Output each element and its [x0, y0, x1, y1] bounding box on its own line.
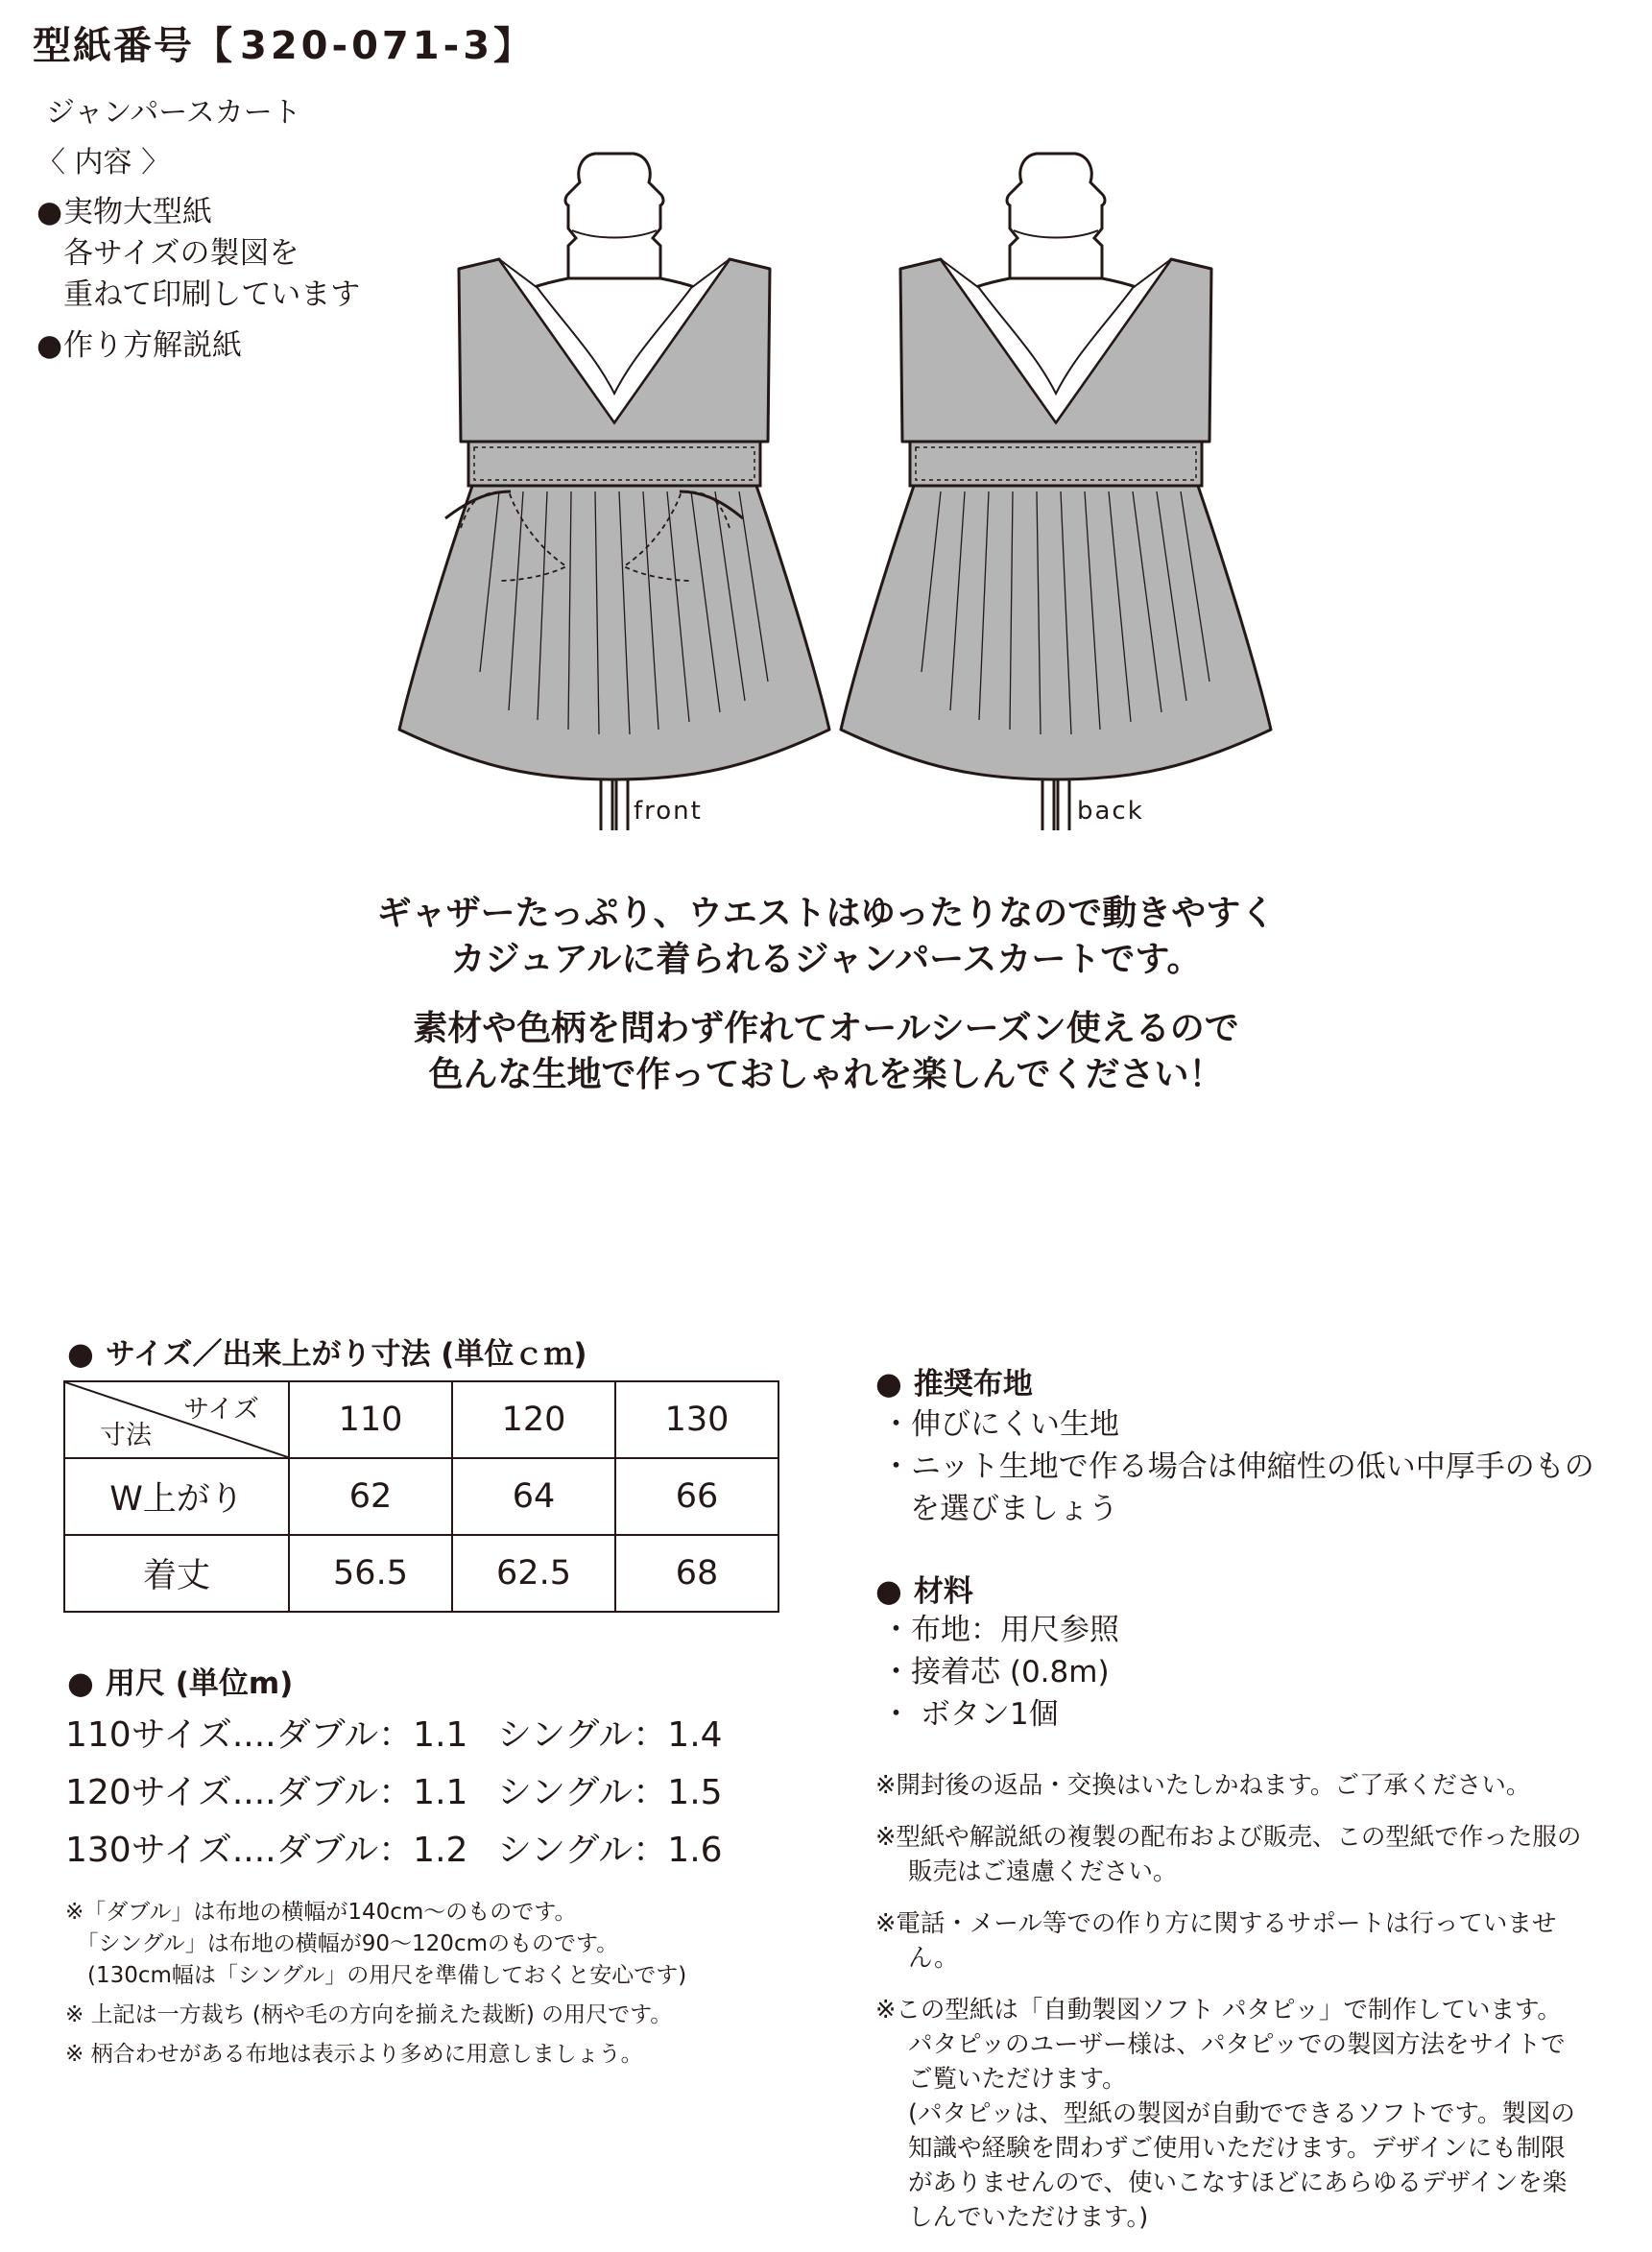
- caution-item: ※この型紙は「自動製図ソフト パタピッ」で制作しています。パタピッのユーザー様は、パタピッでの製図方法をサイトでご覧いただけます。: [875, 1996, 1566, 2094]
- row-label: W上がり: [64, 1458, 289, 1535]
- yardage-single: シングル：1.4: [497, 1715, 723, 1755]
- title-prefix: 型紙番号【: [33, 24, 234, 68]
- materials-heading: [875, 1567, 973, 1610]
- contents-list: [36, 192, 360, 376]
- contents-heading: 〈 内容 〉: [36, 146, 171, 180]
- size-header-cell: 130: [615, 1381, 778, 1458]
- back-label: back: [1077, 797, 1144, 826]
- table-cell: 62.5: [452, 1535, 615, 1612]
- description-line: カジュアルに着られるジャンパースカートです。: [450, 940, 1202, 979]
- list-item: ・接着芯 (0.8m): [881, 1655, 1110, 1689]
- table-cell: 62: [289, 1458, 452, 1535]
- materials-heading-text: 材料: [913, 1574, 973, 1609]
- contents-line: 作り方解説紙: [63, 328, 242, 363]
- yardage-double: 110サイズ....ダブル：1.1: [65, 1715, 468, 1755]
- bullet-icon: ●: [36, 195, 63, 229]
- table-cell: 66: [615, 1458, 778, 1535]
- description-line: 素材や色柄を問わず作れてオールシーズン使えるので: [413, 1009, 1239, 1048]
- bullet-icon: ●: [36, 328, 63, 363]
- recommended-fabric-heading: [875, 1359, 1033, 1402]
- yardage-heading-text: 用尺 (単位m): [105, 1666, 294, 1701]
- note-line: ※ 上記は一方裁ち (柄や毛の方向を揃えた裁断) の用尺です。: [65, 2002, 673, 2027]
- yardage-single: シングル：1.6: [497, 1831, 723, 1870]
- caution-item: (パタピッは、型紙の製図が自動でできるソフトです。製図の知識や経験を問わずご使用いただけます。デザインにも制限がありませんので、使いこなすほどにあらゆるデザインを楽しんでいただけます。): [908, 2099, 1575, 2232]
- list-item: ・伸びにくい生地: [881, 1407, 1119, 1442]
- contents-line: 重ねて印刷しています: [63, 277, 361, 312]
- pattern-number: 320-071-3: [240, 24, 494, 68]
- table-row: [64, 1381, 778, 1458]
- yardage-notes: [65, 1897, 686, 2071]
- description-line: 色んな生地で作っておしゃれを楽しんでください！: [428, 1055, 1224, 1094]
- yardage-double: 130サイズ....ダブル：1.2: [65, 1831, 468, 1870]
- description-line: ギャザーたっぷり、ウエストはゆったりなので動きやすく: [376, 894, 1276, 933]
- recommended-fabric-list: [881, 1403, 1611, 1530]
- yardage-heading: [67, 1659, 293, 1702]
- contents-line: 実物大型紙: [63, 195, 212, 229]
- table-cell: 56.5: [289, 1535, 452, 1612]
- note-line: (130cm幅は「シングル」の用尺を準備しておくと安心です): [65, 1963, 687, 1988]
- title-suffix: 】: [493, 24, 535, 68]
- recommended-fabric-heading-text: 推奨布地: [913, 1367, 1033, 1402]
- product-name: ジャンパースカート: [46, 96, 301, 130]
- note-line: ※「ダブル」は布地の横幅が140cm～のものです。: [65, 1900, 577, 1925]
- yardage-single: シングル：1.5: [497, 1773, 723, 1812]
- contents-line: 各サイズの製図を: [63, 236, 299, 271]
- table-row: [64, 1535, 778, 1612]
- garment-illustrations: [384, 134, 1286, 849]
- size-table-heading: [67, 1330, 587, 1373]
- bullet-icon: ●: [875, 1572, 902, 1609]
- caution-item: ※電話・メール等での作り方に関するサポートは行っていません。: [875, 1909, 1557, 1973]
- corner-label-size: サイズ: [183, 1395, 259, 1425]
- list-item: [65, 1707, 723, 1764]
- table-cell: 64: [452, 1458, 615, 1535]
- corner-label-measure: 寸法: [100, 1421, 152, 1450]
- contents-item: [36, 325, 360, 367]
- list-item: ・ニット生地で作る場合は伸縮性の低い中厚手のものを選びましょう: [881, 1449, 1594, 1526]
- bullet-icon: ●: [67, 1335, 94, 1372]
- description-paragraph-1: [0, 891, 1652, 983]
- caution-item: ※開封後の返品・交換はいたしかねます。ご了承ください。: [875, 1771, 1531, 1800]
- note-line: 「シングル」は布地の横幅が90～120cmのものです。: [65, 1931, 619, 1956]
- row-label: 着丈: [64, 1535, 289, 1612]
- table-row: [64, 1458, 778, 1535]
- list-item: [65, 1764, 723, 1822]
- materials-list: [881, 1609, 1119, 1736]
- cautions: [875, 1768, 1586, 2252]
- garment-drawing: [384, 134, 1286, 845]
- list-item: [65, 1822, 723, 1880]
- description-paragraph-2: [0, 1006, 1652, 1098]
- size-header-cell: 110: [289, 1381, 452, 1458]
- table-corner-cell: [64, 1381, 289, 1458]
- contents-item: [36, 192, 360, 316]
- yardage-list: [65, 1707, 723, 1880]
- yardage-double: 120サイズ....ダブル：1.1: [65, 1773, 468, 1812]
- page-title: [33, 15, 534, 70]
- bullet-icon: ●: [67, 1665, 94, 1701]
- front-label: front: [634, 797, 703, 826]
- caution-item: ※型紙や解説紙の複製の配布および販売、この型紙で作った服の販売はご遠慮ください。: [875, 1823, 1582, 1886]
- size-header-cell: 120: [452, 1381, 615, 1458]
- size-table: [63, 1380, 779, 1613]
- list-item: ・ ボタン1個: [881, 1697, 1059, 1732]
- table-cell: 68: [615, 1535, 778, 1612]
- bullet-icon: ●: [875, 1365, 902, 1402]
- note-line: ※ 柄合わせがある布地は表示より多めに用意しましょう。: [65, 2042, 643, 2067]
- list-item: ・布地：用尺参照: [881, 1613, 1119, 1647]
- size-table-heading-text: サイズ／出来上がり寸法 (単位ｃｍ): [105, 1337, 587, 1372]
